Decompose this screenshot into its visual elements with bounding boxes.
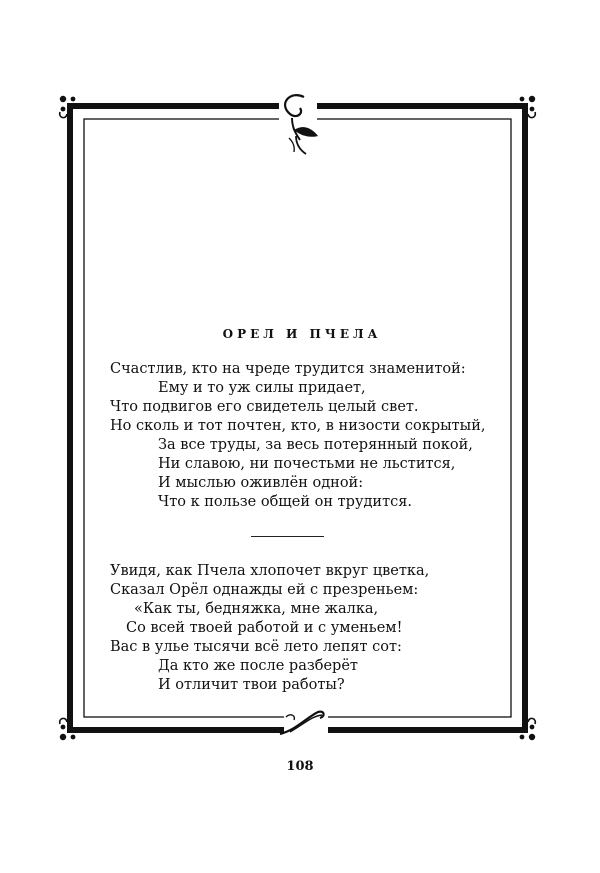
top-flourish-ornament xyxy=(279,94,318,154)
poem-line: Вас в улье тысячи всё лето лепят сот: xyxy=(110,639,402,655)
poem-line: Да кто же после разберёт xyxy=(158,658,358,674)
section-divider xyxy=(251,536,324,537)
poem-line: Ему и то уж силы придает, xyxy=(158,380,366,396)
poem-line: Что подвигов его свидетель целый свет. xyxy=(110,399,419,415)
poem-line: Ни славою, ни почестьми не льстится, xyxy=(158,456,456,472)
poem-line: Со всей твоей работой и с уменьем! xyxy=(126,620,403,636)
stanza-1 xyxy=(110,360,486,512)
stanza-2 xyxy=(110,562,429,695)
poem-line: За все труды, за весь потерянный покой, xyxy=(158,437,473,453)
poem-line: Увидя, как Пчела хлопочет вкруг цветка, xyxy=(110,563,430,579)
bottom-flourish-ornament xyxy=(280,712,328,736)
poem-title: ОРЕЛ И ПЧЕЛА xyxy=(222,327,382,341)
poem-line: И отличит твои работы? xyxy=(158,677,345,693)
poem-line: Что к пользе общей он трудится. xyxy=(158,494,412,510)
page-number: 108 xyxy=(286,759,314,774)
poem-line: Сказал Орёл однажды ей с презреньем: xyxy=(110,582,419,598)
poem-line: И мыслью оживлён одной: xyxy=(158,475,364,491)
poem-line: Счастлив, кто на чреде трудится знаменитой: xyxy=(110,361,466,377)
poem-line: Но сколь и тот почтен, кто, в низости сокрытый, xyxy=(110,418,486,434)
poem-line: «Как ты, бедняжка, мне жалка, xyxy=(134,601,379,617)
